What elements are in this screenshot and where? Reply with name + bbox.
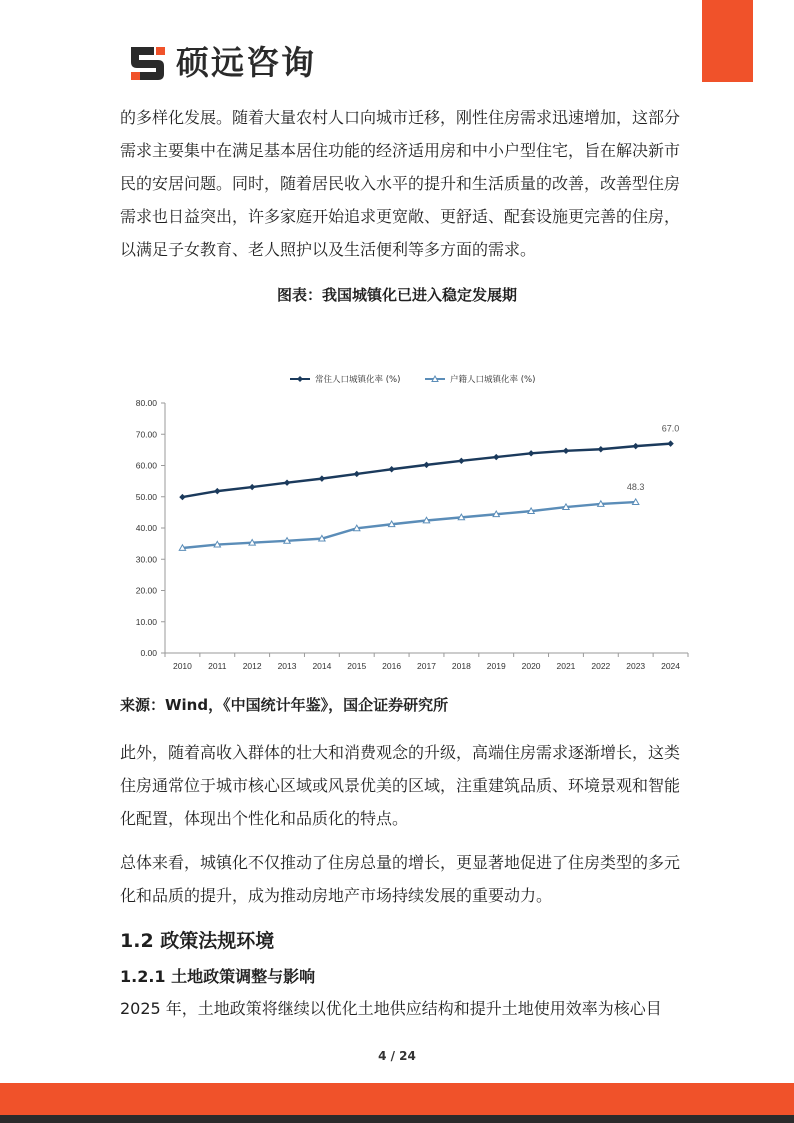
data-point (284, 479, 290, 485)
y-tick-label: 30.00 (135, 554, 157, 565)
paragraph-intro (120, 101, 680, 266)
x-tick-label: 2015 (347, 661, 367, 671)
page-number: 4 / 24 (378, 1049, 416, 1063)
data-point (388, 466, 394, 472)
x-tick-label: 2022 (591, 661, 611, 671)
y-tick-label: 10.00 (135, 616, 157, 627)
data-point (528, 450, 534, 456)
logo-mark-icon (128, 43, 168, 83)
data-point (598, 446, 604, 452)
x-tick-label: 2011 (208, 661, 227, 671)
series-line (182, 444, 670, 497)
figure-source: 来源：Wind，《中国统计年鉴》，国企证券研究所 (120, 696, 449, 714)
x-tick-label: 2013 (277, 661, 297, 671)
y-tick-label: 50.00 (135, 491, 157, 502)
data-point (179, 494, 185, 500)
subsection-heading: 1.2.1 土地政策调整与影响 (120, 967, 316, 986)
y-tick-label: 0.00 (140, 648, 157, 658)
x-tick-label: 2021 (556, 661, 576, 671)
x-tick-label: 2018 (451, 661, 471, 671)
section-heading: 1.2 政策法规环境 (120, 930, 275, 952)
x-tick-label: 2010 (172, 661, 192, 671)
x-tick-label: 2024 (661, 661, 681, 671)
data-point (667, 440, 673, 446)
x-tick-label: 2012 (242, 661, 262, 671)
x-tick-label: 2017 (417, 661, 436, 671)
paragraph-high-end (120, 736, 680, 835)
corner-accent-block (702, 0, 753, 82)
legend-marker (297, 376, 303, 382)
paragraph-text: 2025 年，土地政策将继续以优化土地供应结构和提升土地使用效率为核心目 (120, 999, 662, 1018)
paragraph-summary (120, 846, 680, 912)
x-tick-label: 2014 (312, 661, 332, 671)
x-tick-label: 2019 (486, 661, 506, 671)
data-point (633, 443, 639, 449)
data-point (563, 448, 569, 454)
data-label: 48.3 (626, 482, 645, 493)
data-point (214, 488, 220, 494)
data-point (354, 471, 360, 477)
paragraph-text: 此外，随着高收入群体的壮大和消费观念的升级，高端住房需求逐渐增长，这类住房通常位于城市核心区域或风景优美的区域，注重建筑品质、环境景观和智能化配置，体现出个性化和品质化的特点。 (120, 743, 681, 828)
data-point (319, 475, 325, 481)
paragraph-land-policy (120, 992, 680, 1025)
y-tick-label: 20.00 (135, 585, 157, 596)
y-tick-label: 70.00 (135, 429, 157, 440)
footer-dark-strip (0, 1115, 794, 1123)
data-label: 67.0 (661, 423, 680, 434)
urbanization-line-chart (120, 360, 700, 680)
logo-text: 硕远咨询 (176, 43, 316, 82)
footer-accent-bar (0, 1083, 794, 1115)
company-logo (128, 42, 316, 84)
x-tick-label: 2023 (626, 661, 646, 671)
figure-title: 图表：我国城镇化已进入稳定发展期 (276, 286, 517, 304)
y-tick-label: 80.00 (135, 398, 157, 408)
paragraph-text: 的多样化发展。随着大量农村人口向城市迁移，刚性住房需求迅速增加，这部分需求主要集中在满足基本居住功能的经济适用房和中小户型住宅，旨在解决新市民的安居问题。同时，随着居民收入水平的提升和生活质量的改善，改善型住房需求也日益突出，许多家庭开始追求更宽敞、更舒适、配套设施更完善的住房，以满足子女教育、老人照护以及生活便利等多方面的需求。 (120, 108, 681, 259)
legend-label: 常住人口城镇化率 (%) (315, 375, 401, 385)
data-point (458, 458, 464, 464)
data-point (249, 484, 255, 490)
data-point (493, 454, 499, 460)
paragraph-text: 总体来看，城镇化不仅推动了住房总量的增长，更显著地促进了住房类型的多元化和品质的提升，成为推动房地产市场持续发展的重要动力。 (120, 853, 681, 905)
x-tick-label: 2016 (382, 661, 402, 671)
y-tick-label: 60.00 (135, 460, 157, 471)
data-point (423, 462, 429, 468)
x-tick-label: 2020 (521, 661, 541, 671)
y-tick-label: 40.00 (135, 523, 157, 533)
legend-label: 户籍人口城镇化率 (%) (450, 375, 536, 385)
